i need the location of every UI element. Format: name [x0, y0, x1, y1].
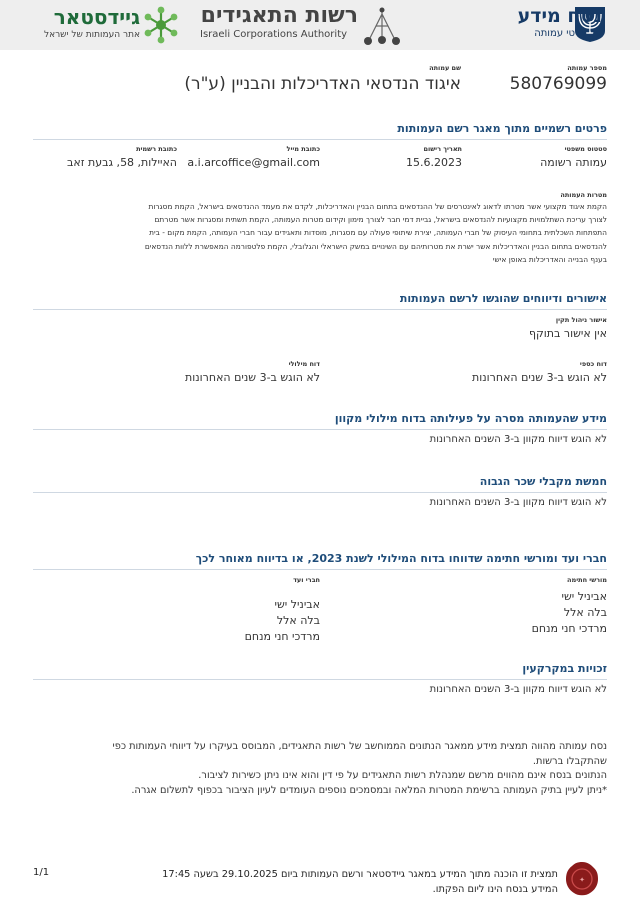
- org-number-label: מספר עמותה: [567, 64, 607, 72]
- salaries-heading: חמשת מקבלי שכר הגבוה: [479, 475, 607, 488]
- purposes-line: לצורך עריכת השתלמויות מקצועיות להנדסאים בישראל, גביית דמי חבר לצורך מימון וקידום מטרות העמותה, הקמת תשתית ומסגרות אשר מטרתם: [154, 215, 607, 225]
- reg-date-label: תאריך רישום: [423, 145, 462, 153]
- org-name-label: שם עמותה: [429, 64, 461, 72]
- address-label: כתובת רשמית: [136, 145, 177, 153]
- disclaimer-line: *ניתן לעיין בתיק העמותה ברשימת המטרות המלאה ובמסמכים נוספים העומדים לעיון הציבור בכפוף לתשלום אגרה.: [131, 784, 607, 796]
- purposes-line: הקמת איגוד מקצועי אשר מטרתו לדאוג לאינטרסים של ההנדסאים בתחום הבניין והאדריכלות, לקדם את מעמד ההנדסאים בישראל, הקמת מסגרות: [148, 202, 607, 211]
- disclaimer-line: נסח עמותה מהווה תמצית מידע ממאגר הנתונים הממוחשב של רשות התאגידים, המבוסס בעיקרו על דיווחי העמותות כפי: [112, 741, 607, 752]
- board-label: חברי ועד: [293, 576, 320, 584]
- signatories-label: מורשי חתימה: [567, 576, 607, 584]
- purposes-line: בענף הבנייה והאדריכלות באופן אישי: [492, 254, 607, 264]
- guidestar-logo-icon: [141, 5, 181, 45]
- guidestar-subtitle: אתר העמותות של ישראל: [43, 30, 140, 40]
- wax-seal-icon: [565, 861, 599, 897]
- activity-rule: [33, 429, 607, 430]
- official-heading: פרטים רשמיים מתוך מאגר רשם העמותות: [397, 122, 607, 135]
- disclaimer: [113, 740, 607, 798]
- board-item: אביניל ישי: [274, 598, 320, 611]
- board-list: [245, 597, 320, 645]
- authority-logo-icon: [362, 4, 402, 46]
- proper-mgmt-label: אישור ניהול תקין: [555, 316, 607, 324]
- nesach-subtitle: על פרטי עמותה: [534, 28, 602, 39]
- reg-date-value: 15.6.2023: [406, 156, 462, 169]
- email-value: a.i.arcoffice@gmail.com: [187, 156, 320, 169]
- verbal-value: לא הוגש ב-3 שנים האחרונות: [185, 371, 320, 384]
- authority-title: רשות התאגידים: [200, 3, 358, 28]
- realestate-heading: זכויות במקרקעין: [522, 662, 607, 675]
- activity-heading: מידע שהעמותה מסרה על פעילותה בדוח מילולי מקוון: [334, 412, 607, 425]
- proper-mgmt-value: אין אישור בתוקף: [528, 327, 607, 340]
- nesach-title: נסח מידע: [517, 5, 602, 27]
- purposes-text: [27, 200, 607, 266]
- approvals-rule: [33, 309, 607, 310]
- board-item: מרדכי חני מנחם: [244, 630, 320, 643]
- financial-label: דוח כספי: [579, 360, 607, 368]
- approvals-heading: אישורים ודיווחים שהוגשו לרשם העמותות: [399, 292, 607, 305]
- signatory-item: בלה אלל: [563, 606, 607, 619]
- salaries-rule: [33, 492, 607, 493]
- official-rule: [33, 139, 607, 140]
- authority-subtitle: Israeli Corporations Authority: [200, 29, 348, 40]
- footer-text: [162, 867, 558, 897]
- org-name: איגוד הנדסאי האדריכלות והבניין (ע"ר): [184, 74, 461, 94]
- verbal-label: דוח מילולי: [288, 360, 320, 368]
- purposes-label: מטרות העמותה: [560, 191, 607, 199]
- activity-text: לא הוגש דיווח מקוון ב-3 השנים האחרונות: [429, 434, 607, 445]
- purposes-line: התפתחות השכלתית בתחומי העיסוק של חברי העמותה, יצירת שיתופי פעולה עם מסגרות, מוסדות ותאגידים עבור חברי העמותה, הקמת מקום - בית: [149, 228, 607, 238]
- realestate-rule: [33, 679, 607, 680]
- email-label: כתובת מייל: [286, 145, 320, 153]
- salaries-text: לא הוגש דיווח מקוון ב-3 השנים האחרונות: [429, 497, 607, 508]
- legal-status-label: סטטוס משפטי: [564, 145, 607, 153]
- page-number: 1/1: [33, 867, 50, 878]
- signatory-item: אביניל ישי: [561, 590, 607, 603]
- org-number: 580769099: [509, 74, 607, 94]
- signatory-item: מרדכי חני מנחם: [531, 622, 607, 635]
- footer-line: תמצית זו הוכנה מתוך המידע במאגר גיידסטאר ורשם העמותות ביום 29.10.2025 בשעה 17:45: [162, 869, 558, 880]
- financial-value: לא הוגש ב-3 שנים האחרונות: [472, 371, 607, 384]
- svg-text:✦: ✦: [579, 876, 585, 884]
- disclaimer-line: הנתונים בנסח אינם מהווים מרשם שמנהלת רשות התאגידים על פי דין והוא אינו ניתן כשירות לציבור.: [198, 770, 607, 781]
- members-rule: [33, 569, 607, 570]
- address-value: האיילות, 58, גבעת זאב: [67, 156, 177, 169]
- board-item: בלה אלל: [276, 614, 320, 627]
- members-heading: חברי ועד ומורשי חתימה שדווחו בדוח המילולי לשנת 2023, או בדיווח מאוחר לכך: [195, 552, 607, 565]
- disclaimer-line: שהתקבלו ברשות.: [532, 755, 607, 767]
- purposes-line: להנדסאים בתחום הבניין והאדריכלות אשר ישרת את מטרותיהם עם השינויים במשק הישראלי והגלובלי, הקמת פלטפורמה המאפשרת ללוות הנדסאים: [144, 241, 607, 251]
- guidestar-title: גיידסטאר: [53, 5, 140, 29]
- legal-status-value: עמותה רשומה: [540, 156, 607, 169]
- signatories-list: [532, 589, 607, 637]
- footer-line: המידע בנסח הינו ליום הפקתו.: [432, 884, 558, 895]
- realestate-text: לא הוגש דיווח מקוון ב-3 השנים האחרונות: [429, 684, 607, 695]
